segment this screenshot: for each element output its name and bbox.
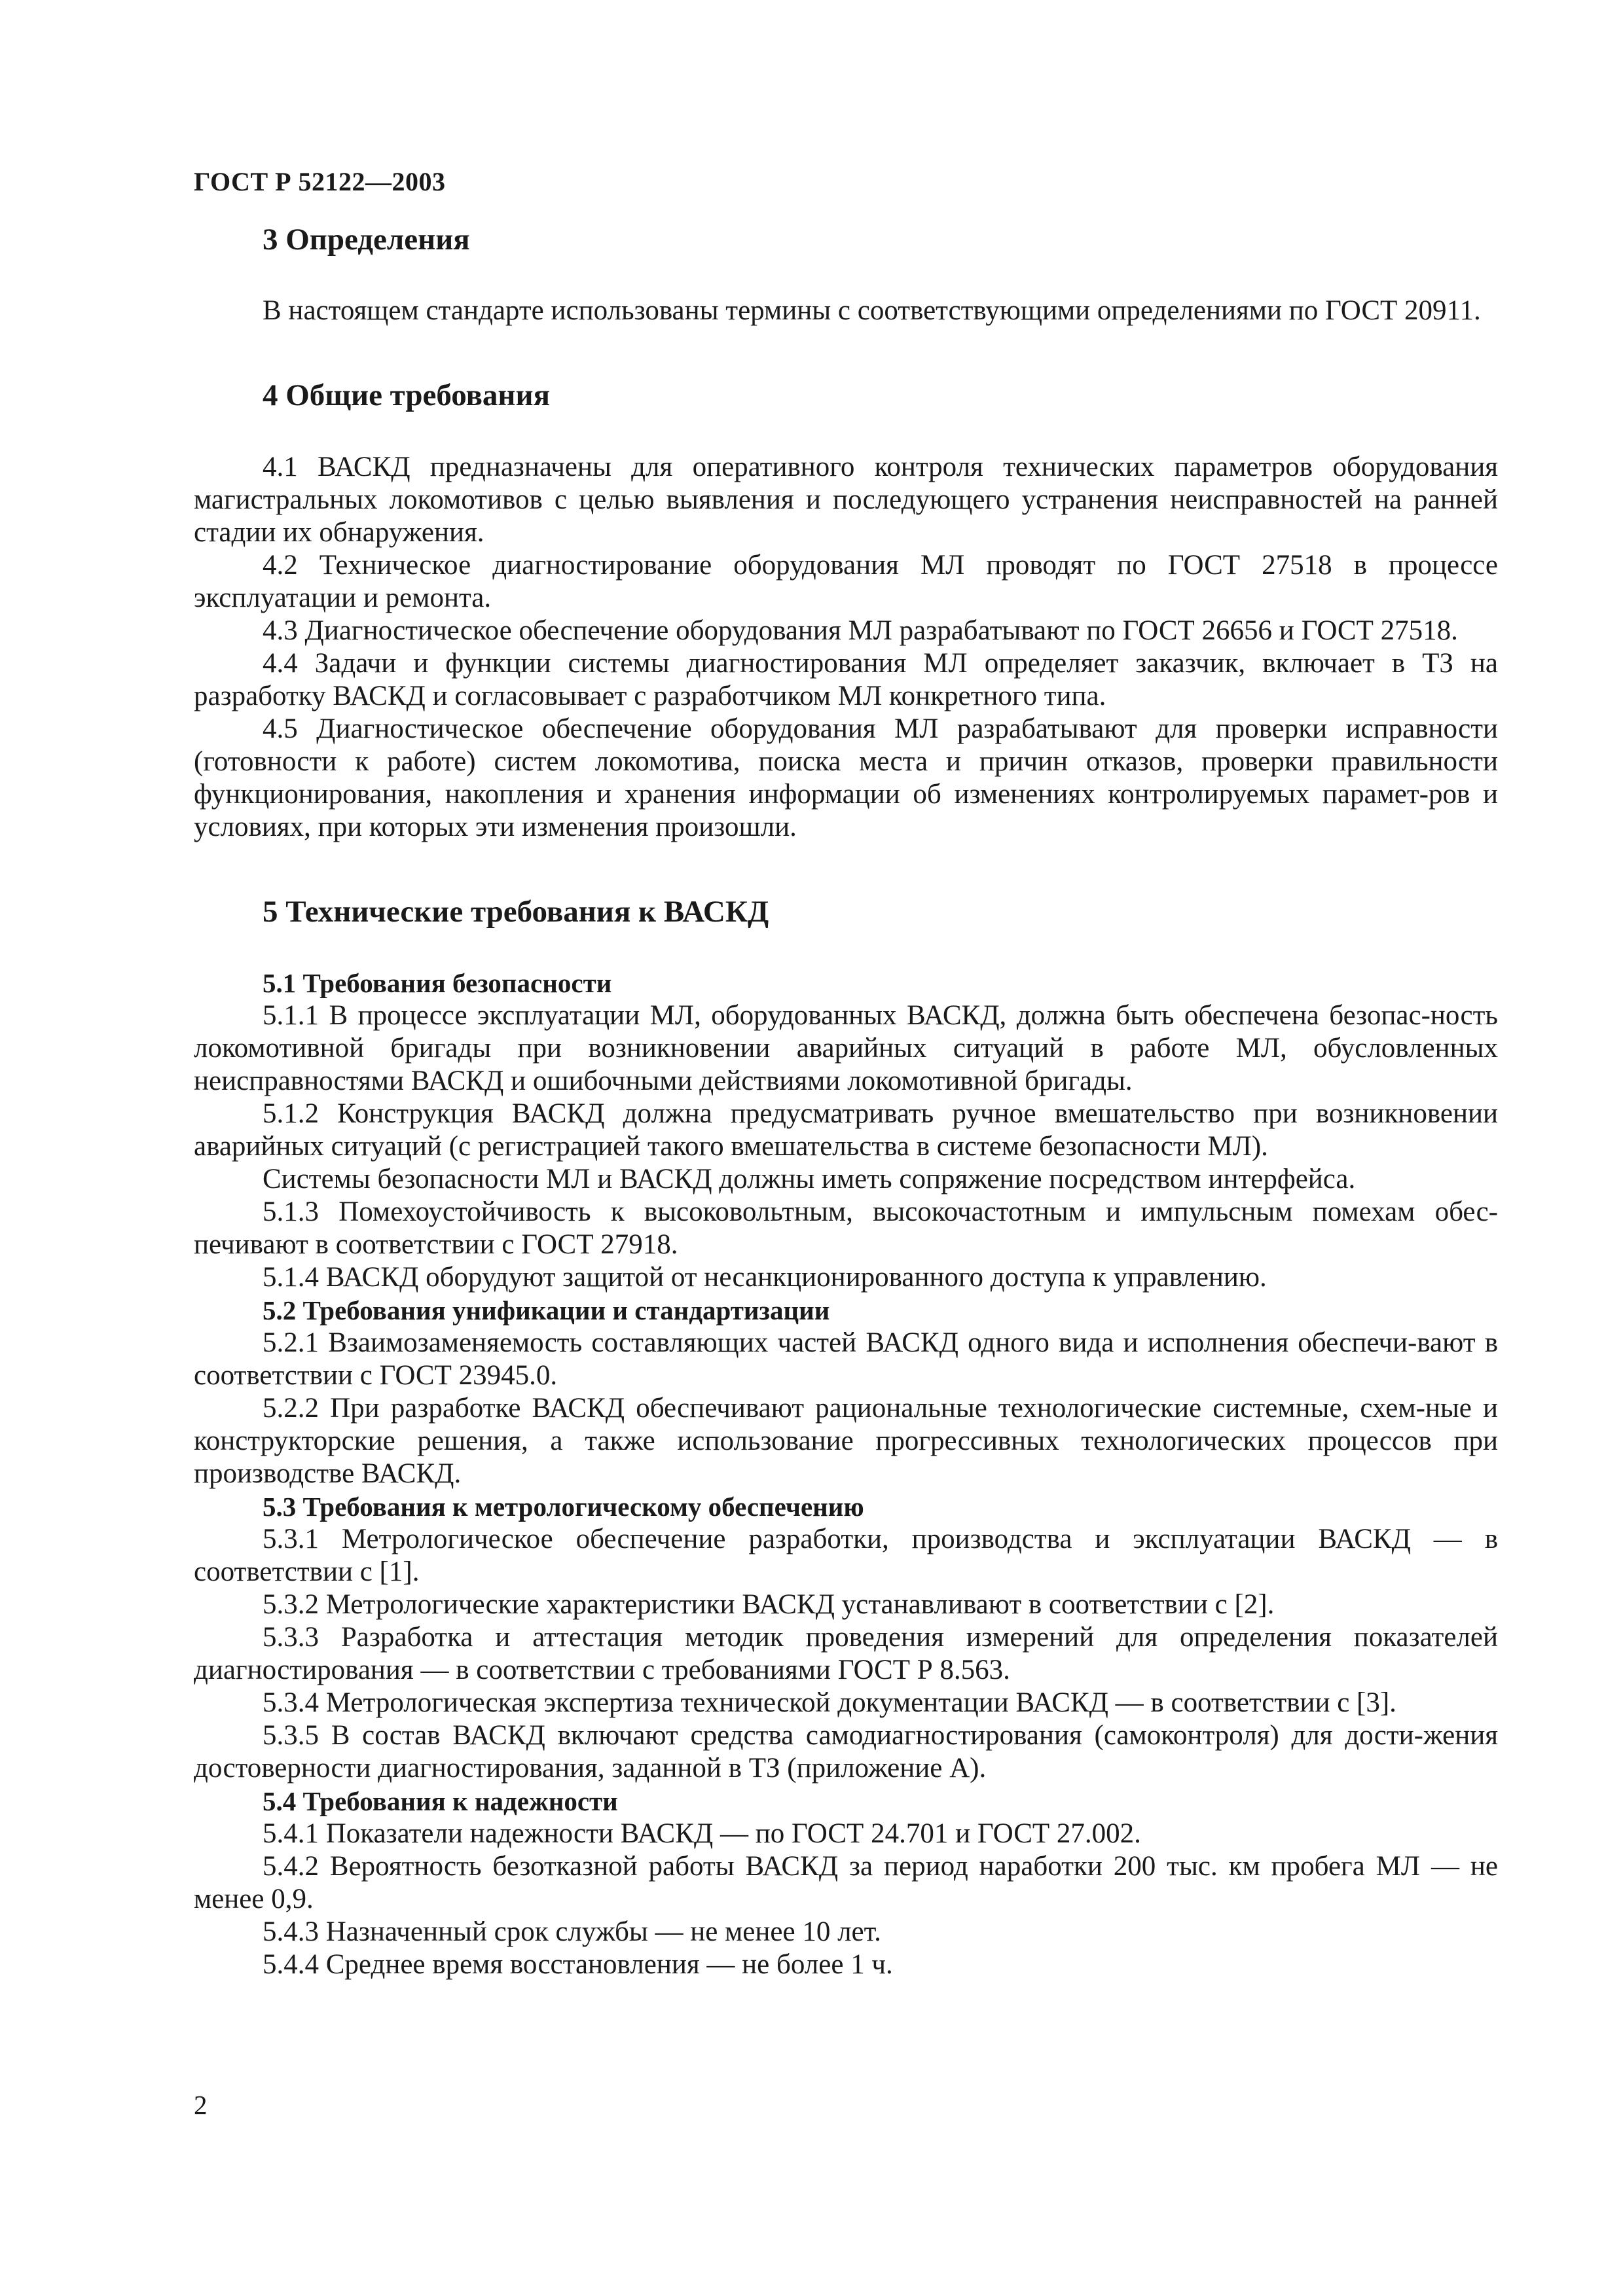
- paragraph-4-1: 4.1 ВАСКД предназначены для оперативного контроля технических параметров оборудования магистральных локомотивов с целью выявления и последующего устранения неисправностей на ранней стадии их обнаружения.: [194, 451, 1498, 548]
- paragraph-5-4-3: 5.4.3 Назначенный срок службы — не менее 10 лет.: [263, 1916, 881, 1948]
- section-3-title: 3 Определения: [263, 223, 470, 257]
- paragraph-5-1-3: 5.1.3 Помехоустойчивость к высоковольтным, высокочастотным и импульсным помехам обес-печивают в соответствии с ГОСТ 27918.: [194, 1196, 1498, 1261]
- paragraph-5-3-4: 5.3.4 Метрологическая экспертиза технической документации ВАСКД — в соответствии с [3].: [263, 1687, 1396, 1719]
- paragraph-5-2-2: 5.2.2 При разработке ВАСКД обеспечивают рациональные технологические системные, схем-ные и конструкторские решения, а также использование прогрессивных технологических процессов при производстве ВАСКД.: [194, 1393, 1498, 1490]
- document-body: [194, 221, 1498, 1981]
- paragraph-4-2: 4.2 Техническое диагностирование оборудования МЛ проводят по ГОСТ 27518 в процессе эксплуатации и ремонта.: [194, 549, 1498, 613]
- paragraph-5-1-2: 5.1.2 Конструкция ВАСКД должна предусматривать ручное вмешательство при возникновении аварийных ситуаций (с регистрацией такого вмешательства в системе безопасности МЛ).: [194, 1098, 1498, 1162]
- section-4-title: 4 Общие требования: [263, 378, 551, 413]
- paragraph-5-1-4: 5.1.4 ВАСКД оборудуют защитой от несанкционированного доступа к управлению.: [263, 1262, 1267, 1293]
- paragraph-5-1-2-interface: Системы безопасности МЛ и ВАСКД должны иметь сопряжение посредством интерфейса.: [263, 1164, 1356, 1195]
- page-number: 2: [194, 2090, 208, 2120]
- paragraph-5-4-1: 5.4.1 Показатели надежности ВАСКД — по ГОСТ 24.701 и ГОСТ 27.002.: [263, 1818, 1141, 1850]
- paragraph-5-3-2: 5.3.2 Метрологические характеристики ВАСКД устанавливают в соответствии с [2].: [263, 1589, 1275, 1621]
- section-5-title: 5 Технические требования к ВАСКД: [263, 894, 769, 929]
- paragraph-4-3: 4.3 Диагностическое обеспечение оборудования МЛ разрабатывают по ГОСТ 26656 и ГОСТ 27518.: [263, 615, 1458, 646]
- subsection-5-4-title: 5.4 Требования к надежности: [263, 1786, 618, 1817]
- paragraph-5-4-2: 5.4.2 Вероятность безотказной работы ВАСКД за период наработки 200 тыс. км пробега МЛ — не менее 0,9.: [194, 1851, 1498, 1915]
- section-3-text: В настоящем стандарте использованы термины с соответствующими определениями по ГОСТ 20911.: [263, 295, 1481, 327]
- subsection-5-2-title: 5.2 Требования унификации и стандартизации: [263, 1295, 830, 1326]
- subsection-5-1-title: 5.1 Требования безопасности: [263, 968, 612, 999]
- paragraph-5-3-3: 5.3.3 Разработка и аттестация методик проведения измерений для определения показателей диагностирования — в соответствии с требованиями ГОСТ Р 8.563.: [194, 1622, 1498, 1686]
- subsection-5-3-title: 5.3 Требования к метрологическому обеспечению: [263, 1492, 864, 1522]
- paragraph-5-3-5: 5.3.5 В состав ВАСКД включают средства самодиагностирования (самоконтроля) для дости-жения достоверности диагностирования, заданной в ТЗ (приложение А).: [194, 1720, 1498, 1784]
- paragraph-5-3-1: 5.3.1 Метрологическое обеспечение разработки, производства и эксплуатации ВАСКД — в соответствии с [1].: [194, 1524, 1498, 1588]
- paragraph-4-4: 4.4 Задачи и функции системы диагностирования МЛ определяет заказчик, включает в ТЗ на разработку ВАСКД и согласовывает с разработчиком МЛ конкретного типа.: [194, 647, 1498, 711]
- paragraph-4-5: 4.5 Диагностическое обеспечение оборудования МЛ разрабатывают для проверки исправности (готовности к работе) систем локомотива, поиска места и причин отказов, проверки правильности функционирования, накопления и хранения информации об изменениях контролируемых парамет-ров и условиях, при которых эти изменения произошли.: [194, 713, 1498, 842]
- document-code: ГОСТ Р 52122—2003: [194, 167, 446, 196]
- paragraph-5-2-1: 5.2.1 Взаимозаменяемость составляющих частей ВАСКД одного вида и исполнения обеспечи-вают в соответствии с ГОСТ 23945.0.: [194, 1327, 1498, 1391]
- paragraph-5-1-1: 5.1.1 В процессе эксплуатации МЛ, оборудованных ВАСКД, должна быть обеспечена безопас-ность локомотивной бригады при возникновении аварийных ситуаций в работе МЛ, обусловленных неисправностями ВАСКД и ошибочными действиями локомотивной бригады.: [194, 1000, 1498, 1097]
- paragraph-5-4-4: 5.4.4 Среднее время восстановления — не более 1 ч.: [263, 1949, 893, 1981]
